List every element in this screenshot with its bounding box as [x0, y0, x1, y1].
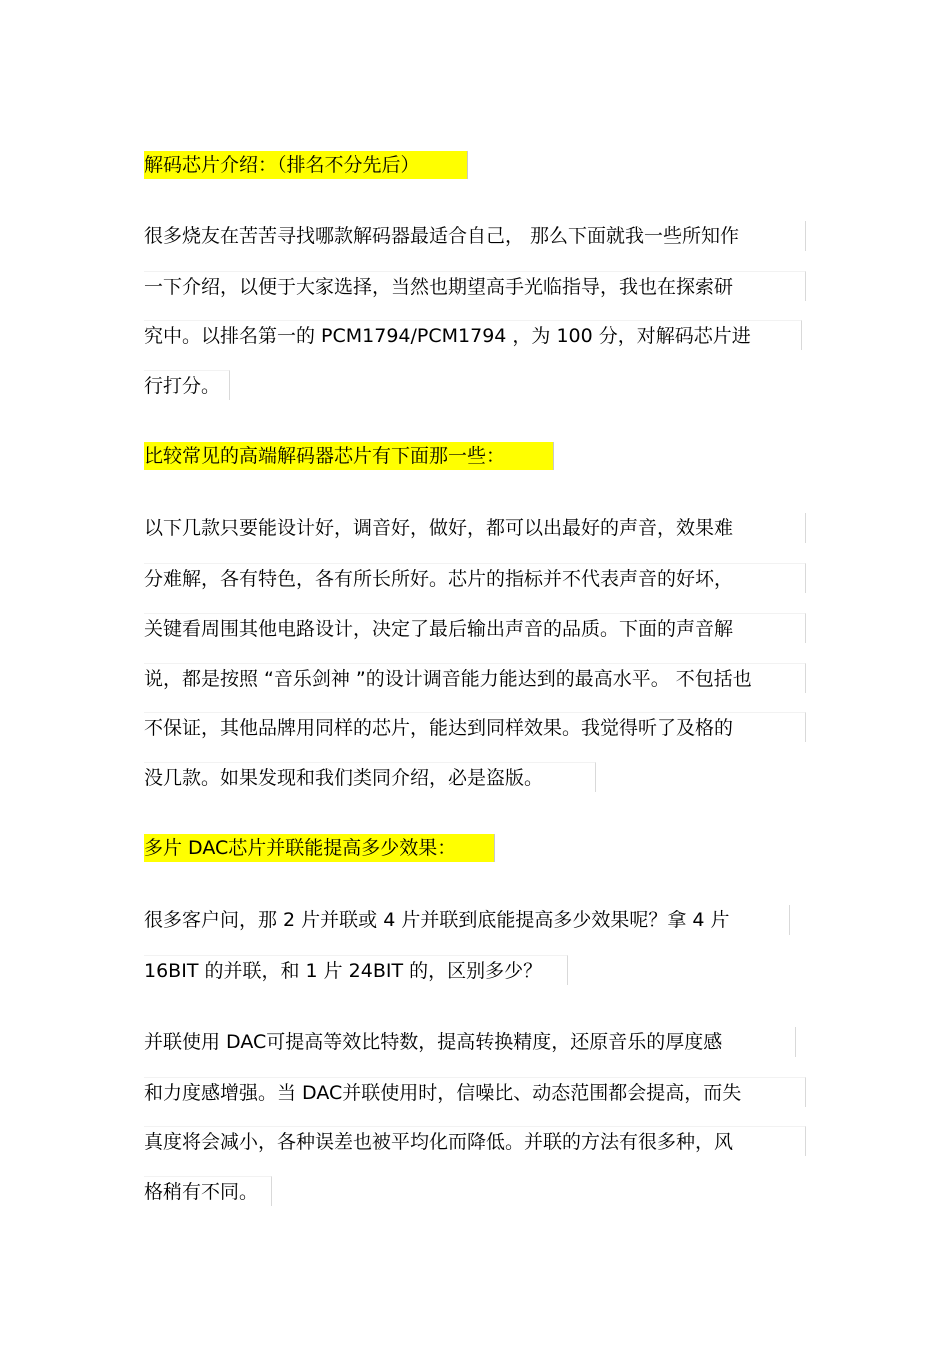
paragraph-line: 真度将会减小，各种误差也被平均化而降低。并联的方法有很多种，风 [144, 1126, 806, 1156]
paragraph-line: 并联使用 DAC可提高等效比特数，提高转换精度，还原音乐的厚度感 [144, 1027, 796, 1057]
heading-common-chips: 比较常见的高端解码器芯片有下面那一些： [144, 442, 554, 470]
paragraph-line: 以下几款只要能设计好，调音好，做好，都可以出最好的声音，效果难 [144, 513, 806, 543]
paragraph-line: 行打分。 [144, 370, 230, 400]
paragraph-line: 说，都是按照 “音乐剑神 ”的设计调音能力能达到的最高水平。 不包括也 [144, 663, 806, 693]
paragraph-line: 很多烧友在苦苦寻找哪款解码器最适合自己， 那么下面就我一些所知作 [144, 221, 806, 251]
paragraph-line: 关键看周围其他电路设计，决定了最后输出声音的品质。下面的声音解 [144, 613, 806, 643]
paragraph-line: 一下介绍，以便于大家选择，当然也期望高手光临指导，我也在探索研 [144, 271, 806, 301]
paragraph-line: 和力度感增强。当 DAC并联使用时，信噪比、动态范围都会提高，而失 [144, 1077, 806, 1107]
paragraph-line: 很多客户问，那 2 片并联或 4 片并联到底能提高多少效果呢？拿 4 片 [144, 905, 790, 935]
heading-chip-intro: 解码芯片介绍：（排名不分先后） [144, 151, 468, 179]
paragraph-line: 没几款。如果发现和我们类同介绍，必是盗版。 [144, 762, 596, 792]
paragraph-line: 格稍有不同。 [144, 1176, 272, 1206]
paragraph-line: 究中。以排名第一的 PCM1794/PCM1794 ，为 100 分，对解码芯片进 [144, 320, 802, 350]
paragraph-line: 不保证，其他品牌用同样的芯片，能达到同样效果。我觉得听了及格的 [144, 712, 806, 742]
paragraph-line: 分难解，各有特色，各有所长所好。芯片的指标并不代表声音的好坏， [144, 563, 806, 593]
paragraph-line: 16BIT 的并联，和 1 片 24BIT 的，区别多少？ [144, 955, 568, 985]
heading-parallel-dac: 多片 DAC芯片并联能提高多少效果： [144, 834, 495, 862]
